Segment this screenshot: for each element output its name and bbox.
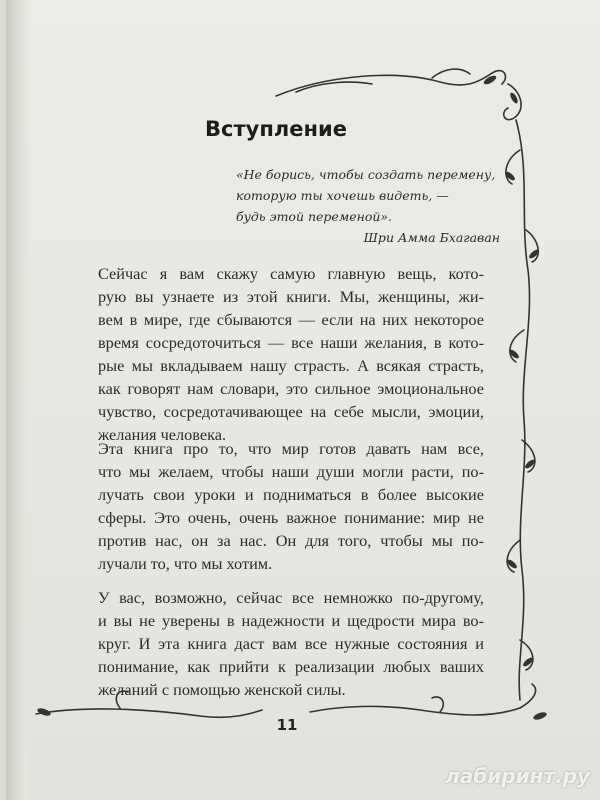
text-line: сферы. Это очень, очень важное понимание: мир не xyxy=(98,508,484,527)
text-line: и вы не уверены в надежности и щедрости мира во- xyxy=(98,611,484,630)
paragraph-2 xyxy=(98,437,484,575)
text-line: желания человека. xyxy=(98,425,227,444)
paragraph-3 xyxy=(98,586,484,701)
text-line: У вас, возможно, сейчас все немножко по-другому, xyxy=(98,588,484,607)
text-line: чувство, сосредотачивающее на себе мысли, эмоции, xyxy=(98,402,484,421)
epigraph-line: «Не борись, чтобы создать перемену, xyxy=(236,167,496,182)
text-line: Эта книга про то, что мир готов давать нам все, xyxy=(98,439,484,458)
text-line: что мы желаем, чтобы наши души могли расти, по- xyxy=(98,462,484,481)
epigraph-line: будь этой переменой». xyxy=(236,209,393,224)
epigraph-line: которую ты хочешь видеть, — xyxy=(236,188,449,203)
epigraph-author: Шри Амма Бхагаван xyxy=(363,230,500,245)
text-line: время сосредоточиться — все наши желания, в кото- xyxy=(98,333,484,352)
text-line: против нас, он за нас. Он для того, чтобы мы по- xyxy=(98,531,484,550)
watermark-logo: лабиринт.ру xyxy=(445,764,590,788)
text-line: лучать свои уроки и подниматься в более высокие xyxy=(98,485,484,504)
text-line: желаний с помощью женской силы. xyxy=(98,680,346,699)
text-line: Сейчас я вам скажу самую главную вещь, кото- xyxy=(98,264,484,283)
text-line: рые мы вкладываем нашу страсть. А всякая страсть, xyxy=(98,356,484,375)
text-line: лучали то, что мы хотим. xyxy=(98,554,273,573)
chapter-heading: Вступление xyxy=(205,117,347,141)
epigraph xyxy=(236,164,504,248)
text-line: круг. И эта книга даст вам все нужные состояния и xyxy=(98,634,484,653)
text-line: понимание, как прийти к реализации любых ваших xyxy=(98,657,484,676)
page-number: 11 xyxy=(276,716,298,734)
paragraph-1 xyxy=(98,262,484,446)
text-line: вем в мире, где сбываются — если на них некоторое xyxy=(98,310,484,329)
text-line: рую вы узнаете из этой книги. Мы, женщины, жи- xyxy=(98,287,484,306)
text-line: как говорят нам словари, это сильное эмоциональное xyxy=(98,379,484,398)
